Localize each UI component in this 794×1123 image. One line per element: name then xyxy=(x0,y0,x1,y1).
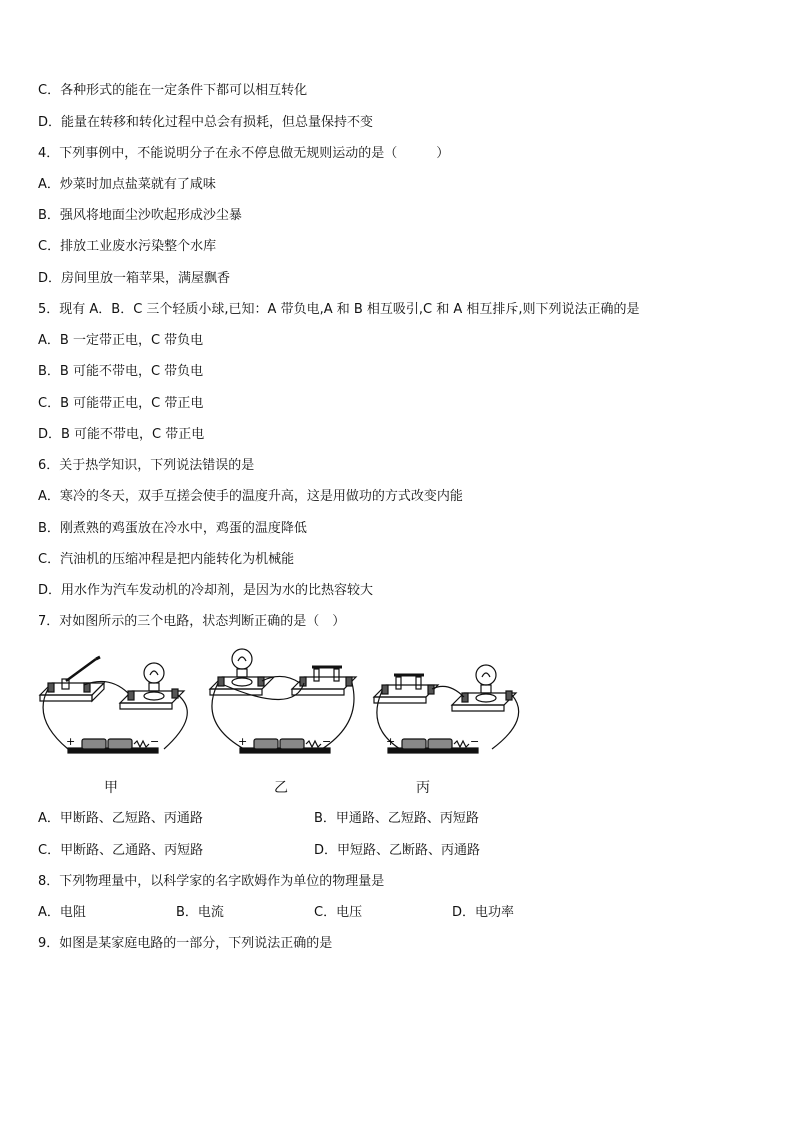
battery-plus-label: + xyxy=(66,735,76,748)
q6-option-a: A．寒冷的冬天，双手互搓会使手的温度升高，这是用做功的方式改变内能 xyxy=(38,489,463,504)
q6-option-c: C．汽油机的压缩冲程是把内能转化为机械能 xyxy=(38,552,295,567)
q8-option-a: A．电阻 xyxy=(38,905,86,920)
q7-option-a: A．甲断路、乙短路、丙通路 xyxy=(38,811,203,826)
battery-minus-label: − xyxy=(150,735,160,748)
q5-option-c: C．B 可能带正电，C 带正电 xyxy=(38,396,204,411)
caption-bing: 丙 xyxy=(416,780,430,796)
q4-option-b: B．强风将地面尘沙吹起形成沙尘暴 xyxy=(38,208,242,223)
q7-option-b: B．甲通路、乙短路、丙短路 xyxy=(314,811,479,826)
q6-stem: 6．关于热学知识，下列说法错误的是 xyxy=(38,458,255,473)
q7-option-d: D．甲短路、乙断路、丙通路 xyxy=(314,843,481,858)
circuit-jia-figure xyxy=(38,645,190,763)
circuit-bing-figure xyxy=(370,645,526,763)
q5-option-a: A．B 一定带正电，C 带负电 xyxy=(38,333,204,348)
q6-option-b: B．刚煮熟的鸡蛋放在冷水中，鸡蛋的温度降低 xyxy=(38,521,307,536)
battery-plus-label: + xyxy=(386,735,396,748)
circuit-yi-figure xyxy=(206,645,362,763)
q7-stem: 7．对如图所示的三个电路，状态判断正确的是（ ） xyxy=(38,614,346,629)
battery-minus-label: − xyxy=(322,735,332,748)
q4-stem: 4．下列事例中，不能说明分子在永不停息做无规则运动的是（ ） xyxy=(38,146,450,161)
q5-stem: 5．现有 A．B．C 三个轻质小球,已知：A 带负电,A 和 B 相互吸引,C 和 A 相互排斥,则下列说法正确的是 xyxy=(38,302,640,317)
q8-option-b: B．电流 xyxy=(176,905,224,920)
q8-stem: 8．下列物理量中，以科学家的名字欧姆作为单位的物理量是 xyxy=(38,874,385,889)
q5-option-d: D．B 可能不带电，C 带正电 xyxy=(38,427,205,442)
q6-option-d: D．用水作为汽车发动机的冷却剂，是因为水的比热容较大 xyxy=(38,583,374,598)
q4-option-a: A．炒菜时加点盐菜就有了咸味 xyxy=(38,177,216,192)
caption-jia: 甲 xyxy=(104,780,118,796)
q8-option-d: D．电功率 xyxy=(452,905,515,920)
q3-option-d: D．能量在转移和转化过程中总会有损耗，但总量保持不变 xyxy=(38,115,374,130)
q9-stem: 9．如图是某家庭电路的一部分，下列说法正确的是 xyxy=(38,936,333,951)
q5-option-b: B．B 可能不带电，C 带负电 xyxy=(38,364,204,379)
battery-plus-label: + xyxy=(238,735,248,748)
q4-option-c: C．排放工业废水污染整个水库 xyxy=(38,239,217,254)
battery-minus-label: − xyxy=(470,735,480,748)
q7-option-c: C．甲断路、乙通路、丙短路 xyxy=(38,843,204,858)
caption-yi: 乙 xyxy=(274,780,288,796)
q8-option-c: C．电压 xyxy=(314,905,363,920)
q3-option-c: C．各种形式的能在一定条件下都可以相互转化 xyxy=(38,83,308,98)
q4-option-d: D．房间里放一箱苹果，满屋飘香 xyxy=(38,271,231,286)
